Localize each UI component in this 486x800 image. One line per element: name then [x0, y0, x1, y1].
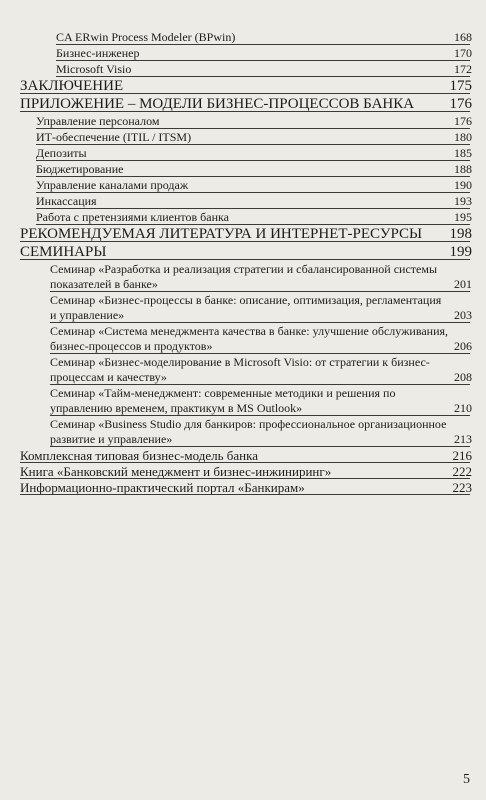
toc-underline [50, 322, 470, 323]
toc-underline [20, 111, 470, 112]
toc-entry-page: 203 [454, 308, 472, 322]
toc-entry[interactable] [0, 417, 486, 447]
toc-entry[interactable] [0, 30, 486, 45]
page-number: 5 [463, 772, 470, 787]
toc-entry[interactable] [0, 62, 486, 77]
toc-underline [20, 494, 470, 495]
toc-entry-title: и управление» [50, 308, 125, 322]
toc-underline [50, 384, 470, 385]
toc-entry-title: Семинар «Business Studio для банкиров: профессиональное организационное [50, 417, 447, 431]
toc-entry-title: управлению временем, практикум в MS Outlook» [50, 401, 303, 415]
toc-entry-title: Инкассация [36, 194, 97, 208]
toc-entry-title: Книга «Банковский менеджмент и бизнес-инжиниринг» [20, 464, 332, 479]
toc-entry-page: 223 [452, 480, 472, 495]
toc-entry[interactable] [0, 448, 486, 463]
toc-entry[interactable] [0, 464, 486, 479]
toc-entry-page: 222 [452, 464, 472, 479]
toc-underline [36, 208, 470, 209]
toc-entry-page: 208 [454, 370, 472, 384]
toc-entry-title: CA ERwin Process Modeler (BPwin) [56, 30, 236, 44]
toc-entry[interactable] [0, 46, 486, 61]
toc-entry-page: 176 [449, 96, 472, 112]
toc-underline [50, 353, 470, 354]
toc-entry-page: 210 [454, 401, 472, 415]
toc-entry-title: Бюджетирование [36, 162, 124, 176]
toc-entry[interactable] [0, 386, 486, 416]
toc-entry[interactable] [0, 78, 486, 94]
toc-entry-title: Семинар «Система менеджмента качества в банке: улучшение обслуживания, [50, 324, 449, 338]
toc-entry[interactable] [0, 480, 486, 495]
toc-entry[interactable] [0, 210, 486, 225]
toc-entry-title: Семинар «Бизнес-процессы в банке: описание, оптимизация, регламентация [50, 293, 442, 307]
toc-underline [56, 44, 470, 45]
toc-entry[interactable] [0, 324, 486, 354]
toc-entry-page: 190 [454, 178, 472, 192]
toc-entry[interactable] [0, 194, 486, 209]
toc-entry[interactable] [0, 96, 486, 112]
toc-entry-title: Депозиты [36, 146, 87, 160]
toc-underline [36, 160, 470, 161]
toc-entry-title: Семинар «Бизнес-моделирование в Microsoft Visio: от стратегии к бизнес- [50, 355, 430, 369]
toc-entry[interactable] [0, 293, 486, 323]
toc-entry[interactable] [0, 244, 486, 260]
toc-entry-page: 175 [449, 78, 472, 94]
toc-entry-page: 199 [449, 244, 472, 260]
toc-entry-title: Семинар «Разработка и реализация стратегии и сбалансированной системы [50, 262, 438, 276]
toc-entry[interactable] [0, 262, 486, 292]
toc-underline [56, 76, 470, 77]
toc-entry[interactable] [0, 162, 486, 177]
toc-entry-page: 172 [454, 62, 472, 76]
toc-entry-page: 180 [454, 130, 472, 144]
toc-underline [36, 176, 470, 177]
toc-entry-title: ИТ-обеспечение (ITIL / ITSM) [36, 130, 192, 144]
toc-underline [20, 93, 470, 94]
toc-entry-page: 185 [454, 146, 472, 160]
toc-entry-page: 170 [454, 46, 472, 60]
toc-entry-page: 206 [454, 339, 472, 353]
toc-entry-title: РЕКОМЕНДУЕМАЯ ЛИТЕРАТУРА И ИНТЕРНЕТ-РЕСУРСЫ [20, 226, 423, 242]
toc-entry-title: ПРИЛОЖЕНИЕ – МОДЕЛИ БИЗНЕС-ПРОЦЕССОВ БАНКА [20, 96, 415, 112]
toc-entry-page: 195 [454, 210, 472, 224]
toc-entry-page: 201 [454, 277, 472, 291]
toc-entry-title: ЗАКЛЮЧЕНИЕ [20, 78, 124, 94]
toc-entry-page: 176 [454, 114, 472, 128]
toc-entry-title: Комплексная типовая бизнес-модель банка [20, 448, 258, 463]
toc-underline [36, 224, 470, 225]
toc-entry-title: СЕМИНАРЫ [20, 244, 107, 260]
toc-entry-title: развитие и управление» [50, 432, 173, 446]
toc-entry[interactable] [0, 114, 486, 129]
toc-underline [36, 128, 470, 129]
toc-entry-page: 213 [454, 432, 472, 446]
toc-underline [50, 446, 470, 447]
toc-entry-title: Microsoft Visio [56, 62, 132, 76]
toc-underline [20, 259, 470, 260]
toc-entry-page: 216 [452, 448, 472, 463]
toc-underline [50, 291, 470, 292]
toc-entry[interactable] [0, 178, 486, 193]
toc-entry-title: Информационно-практический портал «Банкирам» [20, 480, 305, 495]
toc-underline [56, 60, 470, 61]
toc-entry[interactable] [0, 355, 486, 385]
toc-underline [20, 241, 470, 242]
toc-entry[interactable] [0, 226, 486, 242]
toc-entry-title: Семинар «Тайм-менеджмент: современные методики и решения по [50, 386, 396, 400]
toc-entry-title: Управление персоналом [36, 114, 160, 128]
toc-underline [36, 144, 470, 145]
toc-entry-page: 198 [449, 226, 472, 242]
toc-entry-title: бизнес-процессов и продуктов» [50, 339, 213, 353]
toc-entry-page: 168 [454, 30, 472, 44]
toc-entry[interactable] [0, 146, 486, 161]
toc-entry-title: Бизнес-инженер [56, 46, 140, 60]
toc-underline [36, 192, 470, 193]
toc-entry-title: показателей в банке» [50, 277, 158, 291]
toc-entry-page: 188 [454, 162, 472, 176]
toc-underline [50, 415, 470, 416]
toc-underline [20, 462, 470, 463]
toc-entry-page: 193 [454, 194, 472, 208]
toc-entry[interactable] [0, 130, 486, 145]
toc-underline [20, 478, 470, 479]
toc-entry-title: Управление каналами продаж [36, 178, 189, 192]
toc-entry-title: Работа с претензиями клиентов банка [36, 210, 229, 224]
toc-entry-title: процессам и качеству» [50, 370, 167, 384]
